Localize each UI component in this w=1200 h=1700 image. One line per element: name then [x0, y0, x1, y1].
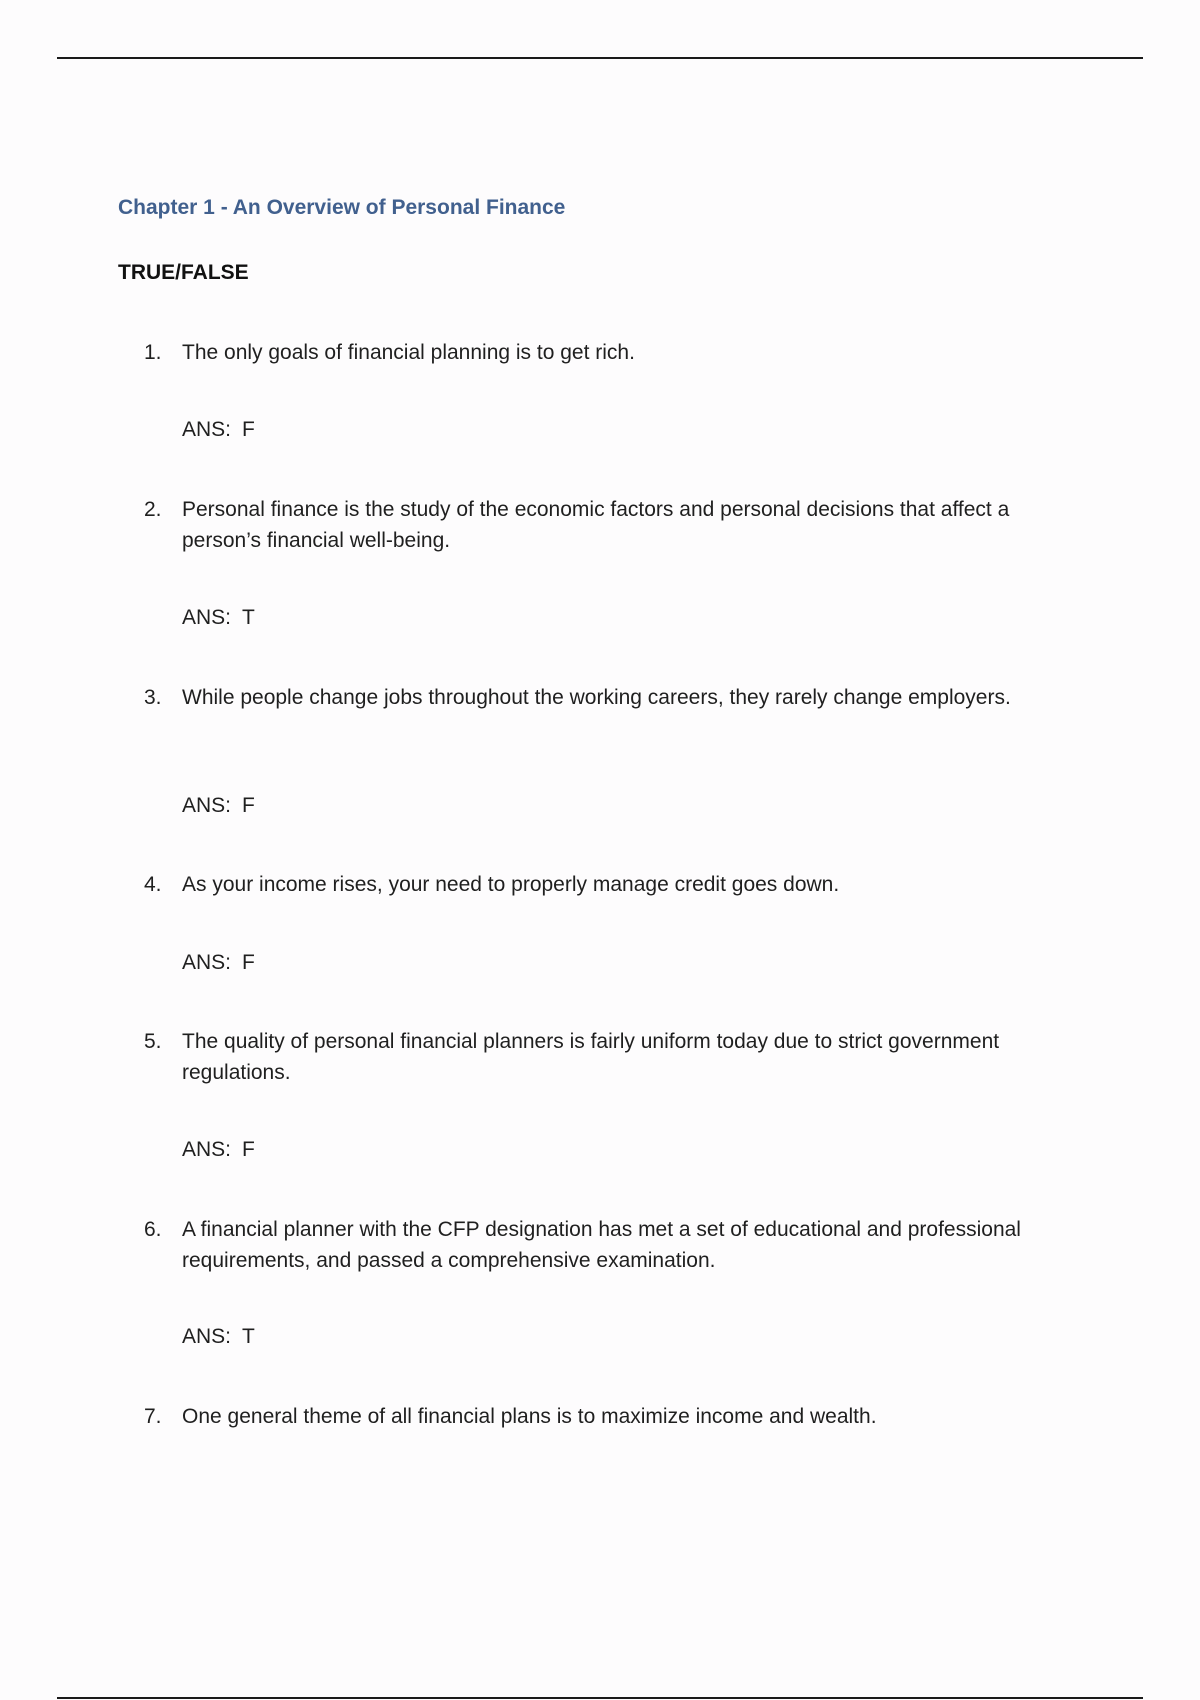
question-item [140, 1026, 1070, 1088]
question-number: 1. [144, 341, 162, 364]
answer-line [182, 1135, 255, 1165]
question-number: 6. [144, 1218, 162, 1241]
answer-label: ANS: [182, 794, 232, 817]
answer-line [182, 1322, 255, 1352]
answer-label: ANS: [182, 1138, 232, 1161]
question-item [140, 337, 1070, 368]
answer-label: ANS: [182, 606, 232, 629]
answer-label: ANS: [182, 1325, 232, 1348]
answer-value: F [242, 418, 255, 441]
question-text: The quality of personal financial planners is fairly uniform today due to strict government regulations. [182, 1030, 1000, 1084]
answer-line [182, 603, 255, 633]
question-item [140, 1401, 1070, 1432]
question-text: As your income rises, your need to properly manage credit goes down. [182, 873, 840, 896]
question-text: One general theme of all financial plans is to maximize income and wealth. [182, 1405, 877, 1428]
answer-value: F [242, 1138, 255, 1161]
question-number: 7. [144, 1405, 162, 1428]
answer-line [182, 948, 255, 978]
question-item [140, 869, 1070, 900]
answer-value: F [242, 951, 255, 974]
answer-label: ANS: [182, 951, 232, 974]
question-text: While people change jobs throughout the working careers, they rarely change employers. [182, 686, 1011, 709]
answer-value: T [242, 606, 255, 629]
answer-value: F [242, 794, 255, 817]
answer-line [182, 415, 255, 445]
question-number: 3. [144, 686, 162, 709]
footer-rule [57, 1697, 1143, 1699]
question-number: 2. [144, 498, 162, 521]
question-number: 5. [144, 1030, 162, 1053]
answer-label: ANS: [182, 418, 232, 441]
answer-line [182, 791, 255, 821]
question-text: Personal finance is the study of the economic factors and personal decisions that affect a person’s financial well-being. [182, 498, 1010, 552]
chapter-title: Chapter 1 - An Overview of Personal Finance [118, 196, 566, 219]
question-text: The only goals of financial planning is to get rich. [182, 341, 635, 364]
header-rule [57, 57, 1143, 59]
question-number: 4. [144, 873, 162, 896]
question-item [140, 682, 1070, 713]
section-heading: TRUE/FALSE [118, 261, 249, 284]
question-item [140, 1214, 1070, 1276]
question-item [140, 494, 1070, 556]
question-text: A financial planner with the CFP designation has met a set of educational and professional requirements, and passed a comprehensive examination. [182, 1218, 1021, 1272]
answer-value: T [242, 1325, 255, 1348]
